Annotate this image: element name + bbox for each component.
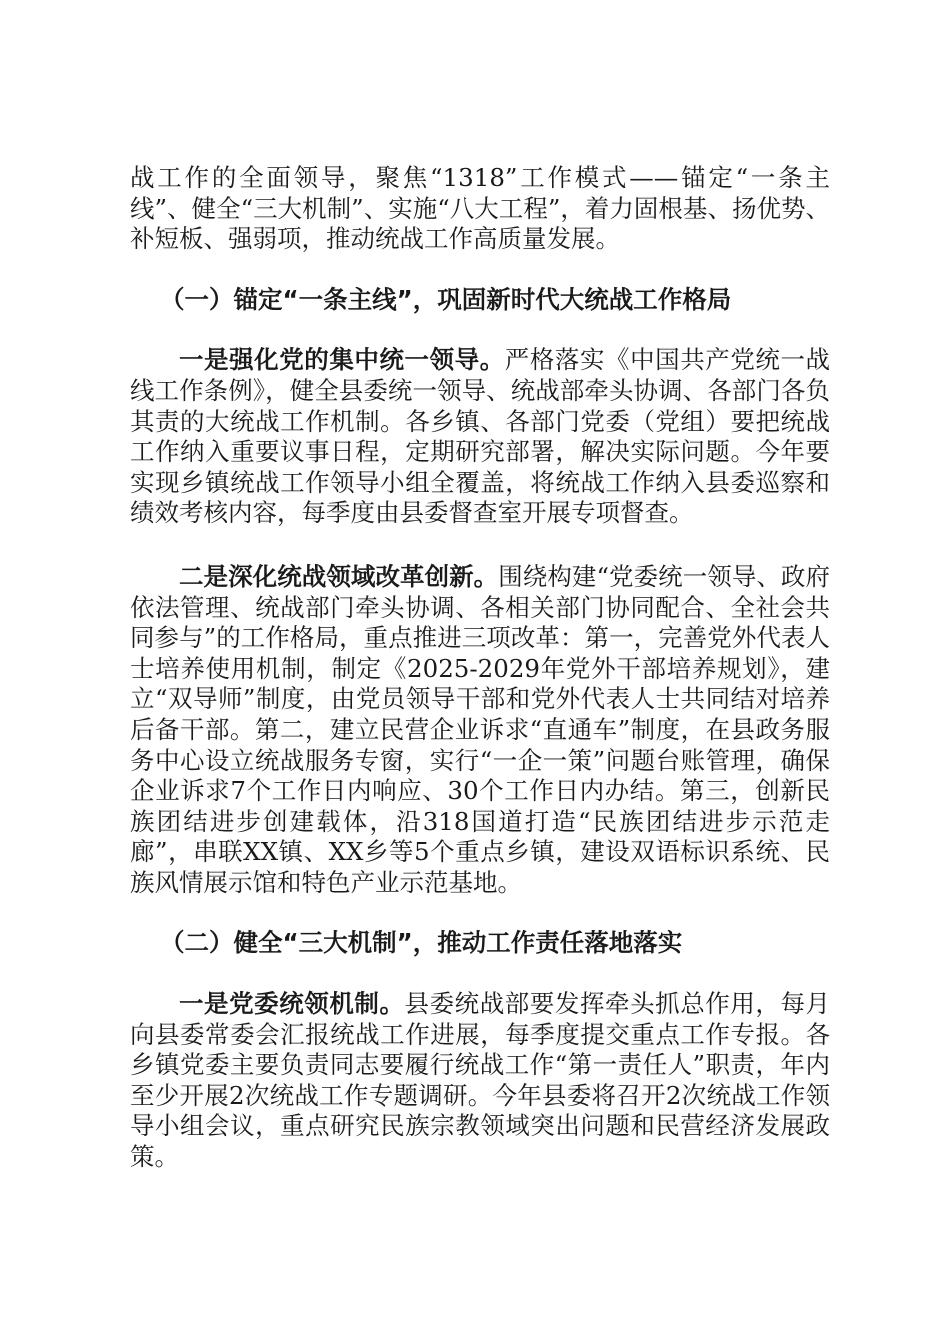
section-1-item-1-body: 严格落实《中国共产党统一战线工作条例》，健全县委统一领导、统战部牵头协调、各部门各负其责的大统战工作机制。各乡镇、各部门党委（党组）要把统战工作纳入重要议事日程，定期研究部署，解决实际问题。今年要实现乡镇统战工作领导小组全覆盖，将统战工作纳入县委巡察和绩效考核内容，每季度由县委督查室开展专项督查。 bbox=[130, 345, 830, 528]
section-1-item-1-paragraph bbox=[130, 345, 830, 529]
intro-paragraph: 战工作的全面领导，聚焦“1318”工作模式——锚定“一条主线”、健全“三大机制”、实施“八大工程”，着力固根基、扬优势、补短板、强弱项，推动统战工作高质量发展。 bbox=[130, 163, 830, 254]
section-1-item-2-paragraph bbox=[130, 562, 830, 899]
document-page bbox=[130, 163, 830, 1173]
section-2-item-1-paragraph bbox=[130, 989, 830, 1173]
section-2-item-1-body: 县委统战部要发挥牵头抓总作用，每月向县委常委会汇报统战工作进展，每季度提交重点工作专报。各乡镇党委主要负责同志要履行统战工作“第一责任人”职责，年内至少开展2次统战工作专题调研。今年县委将召开2次统战工作领导小组会议，重点研究民族宗教领域突出问题和民营经济发展政策。 bbox=[130, 989, 831, 1172]
section-1-item-1-lead: 一是强化党的集中统一领导。 bbox=[179, 345, 505, 375]
section-2-heading: （二）健全“三大机制”，推动工作责任落地落实 bbox=[160, 928, 683, 958]
section-1-item-2-lead: 二是深化统战领域改革创新。 bbox=[179, 561, 499, 591]
section-1-item-2-body: 围绕构建“党委统一领导、政府依法管理、统战部门牵头协调、各相关部门协同配合、全社会共同参与”的工作格局，重点推进三项改革：第一，完善党外代表人士培养使用机制，制定《2025-2029年党外干部培养规划》，建立“双导师”制度，由党员领导干部和党外代表人士共同结对培养后备干部。第二，建立民营企业诉求“直通车”制度，在县政务服务中心设立统战服务专窗，实行“一企一策”问题台账管理，确保企业诉求7个工作日内响应、30个工作日内办结。第三，创新民族团结进步创建载体，沿318国道打造“民族团结进步示范走廊”，串联XX镇、XX乡等5个重点乡镇，建设双语标识系统、民族风情展示馆和特色产业示范基地。 bbox=[130, 561, 830, 897]
section-2-item-1-lead: 一是党委统领机制。 bbox=[179, 989, 405, 1019]
section-1-heading: （一）锚定“一条主线”，巩固新时代大统战工作格局 bbox=[160, 284, 732, 314]
